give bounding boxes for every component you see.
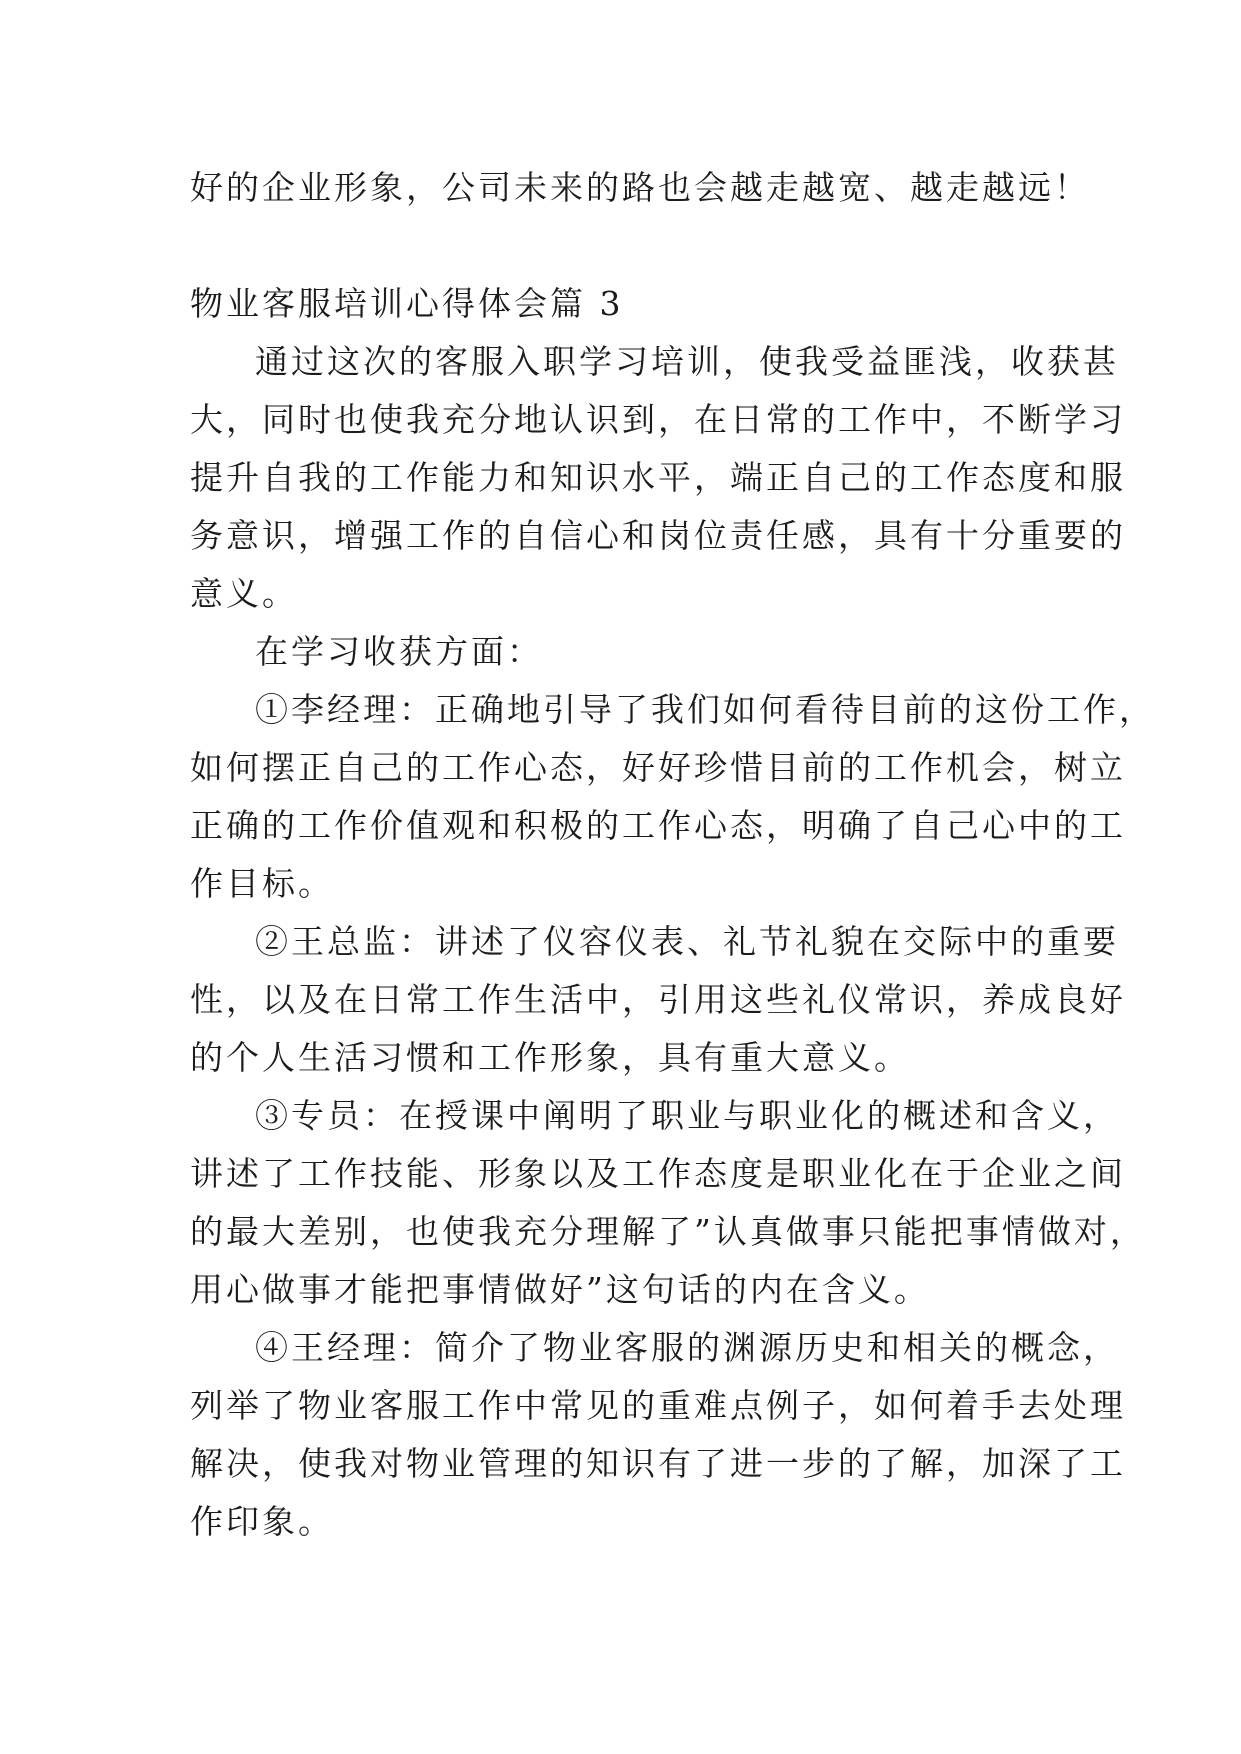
- text-line: 解决，使我对物业管理的知识有了进一步的了解，加深了工: [190, 1444, 1126, 1483]
- text-line: 列举了物业客服工作中常见的重难点例子，如何着手去处理: [190, 1386, 1126, 1425]
- text-line: 如何摆正自己的工作心态，好好珍惜目前的工作机会，树立: [190, 748, 1126, 787]
- text-line: 用心做事才能把事情做好”这句话的内在含义。: [190, 1270, 930, 1309]
- text-line: ③专员：在授课中阐明了职业与职业化的概述和含义，: [255, 1096, 1119, 1135]
- text-line: 通过这次的客服入职学习培训，使我受益匪浅，收获甚: [255, 342, 1119, 381]
- text-line: 的最大差别，也使我充分理解了”认真做事只能把事情做对，: [190, 1212, 1146, 1251]
- text-line: ④王经理：简介了物业客服的渊源历史和相关的概念，: [255, 1328, 1119, 1367]
- text-line: 的个人生活习惯和工作形象，具有重大意义。: [190, 1038, 910, 1077]
- text-line: 大，同时也使我充分地认识到，在日常的工作中，不断学习: [190, 400, 1126, 439]
- text-line: 正确的工作价值观和积极的工作心态，明确了自己心中的工: [190, 806, 1126, 845]
- text-line: 好的企业形象，公司未来的路也会越走越宽、越走越远！: [190, 168, 1090, 207]
- text-line: 意义。: [190, 574, 298, 613]
- text-line: 在学习收获方面：: [255, 632, 543, 671]
- text-line: 性，以及在日常工作生活中，引用这些礼仪常识，养成良好: [190, 980, 1126, 1019]
- text-line: ①李经理：正确地引导了我们如何看待目前的这份工作，: [255, 690, 1155, 729]
- text-line: 作目标。: [190, 864, 334, 903]
- text-line: 讲述了工作技能、形象以及工作态度是职业化在于企业之间: [190, 1154, 1126, 1193]
- text-line: ②王总监：讲述了仪容仪表、礼节礼貌在交际中的重要: [255, 922, 1119, 961]
- section-title: 物业客服培训心得体会篇 3: [190, 284, 624, 323]
- text-line: 提升自我的工作能力和知识水平，端正自己的工作态度和服: [190, 458, 1126, 497]
- text-line: 务意识，增强工作的自信心和岗位责任感，具有十分重要的: [190, 516, 1126, 555]
- text-line: 作印象。: [190, 1502, 334, 1541]
